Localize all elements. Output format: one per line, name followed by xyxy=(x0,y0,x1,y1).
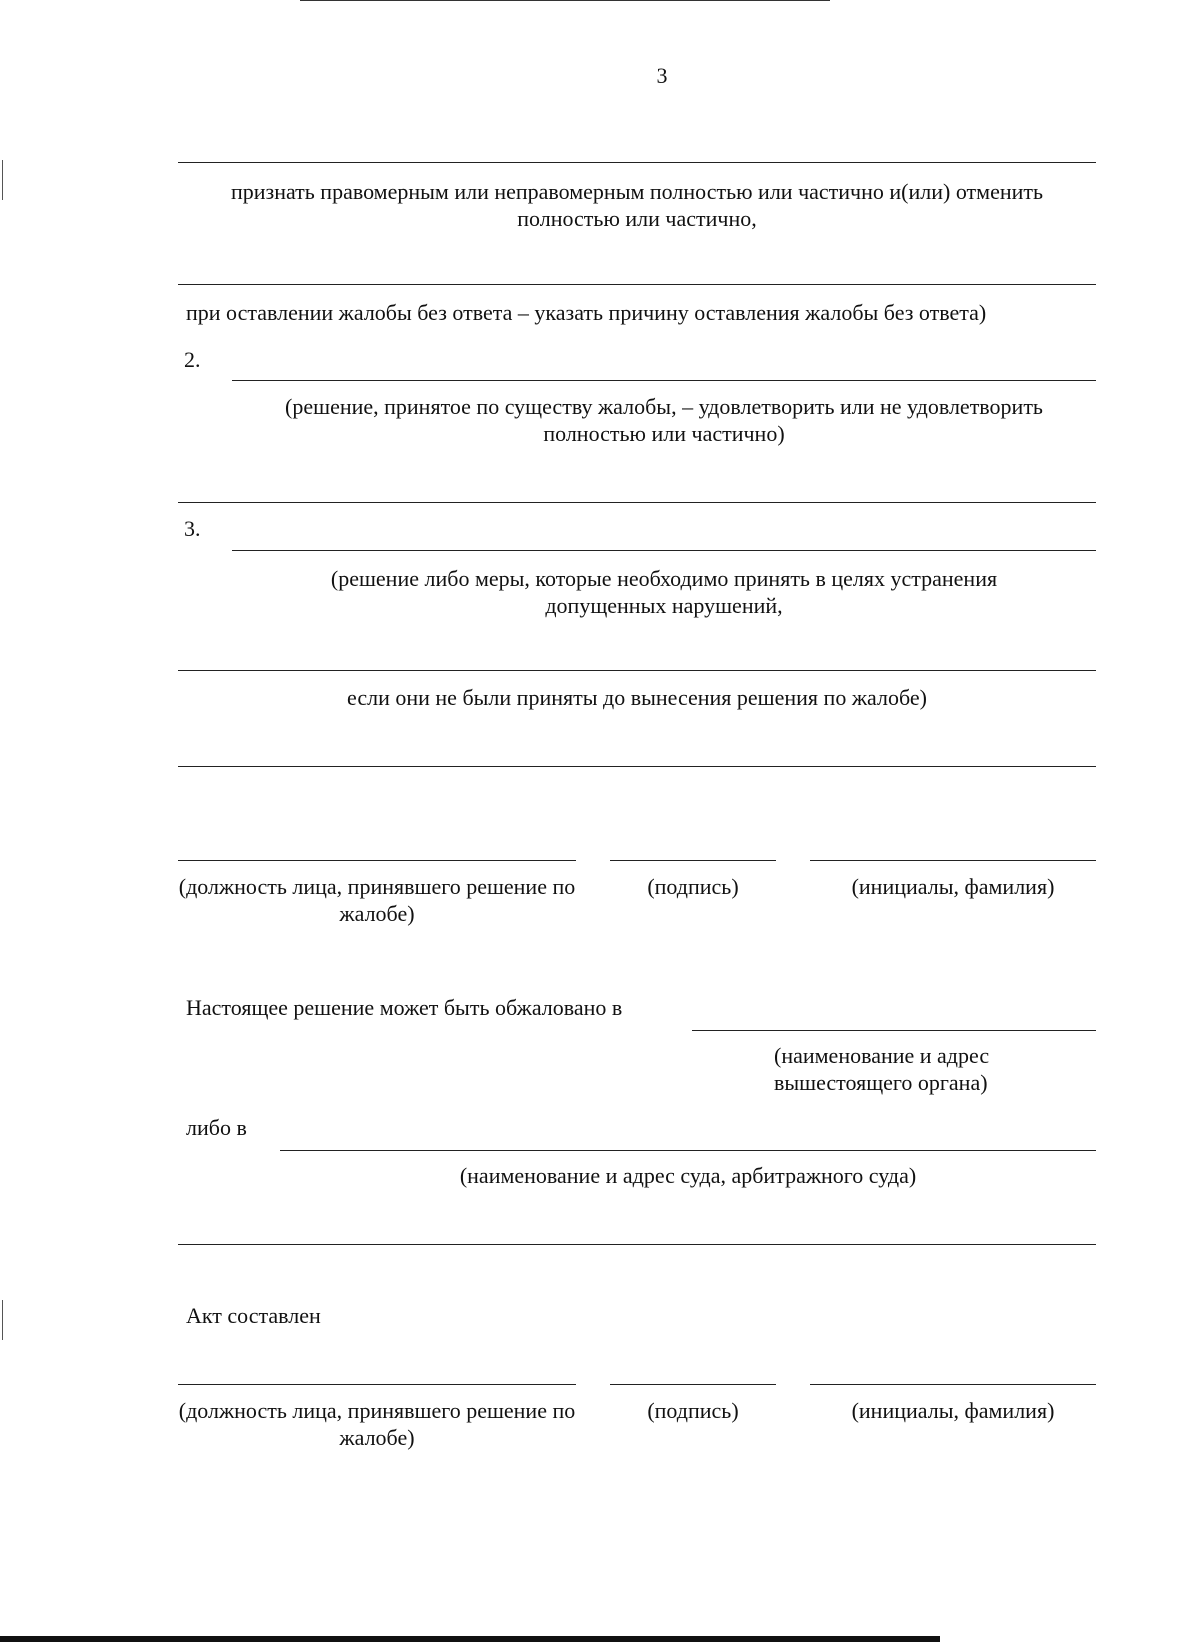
caption-no-answer-reason: при оставлении жалобы без ответа – указать причину оставления жалобы без ответа) xyxy=(186,300,987,325)
caption-higher-authority: (наименование и адрес вышестоящего органа) xyxy=(774,1043,990,1095)
caption-remedial-measures: (решение либо меры, которые необходимо принять в целях устранения допущенных нарушений, xyxy=(330,566,998,618)
appeal-or-text: либо в xyxy=(186,1115,247,1140)
fill-line xyxy=(178,670,1096,671)
act-text: Акт составлен xyxy=(186,1303,321,1328)
caption-measures-not-taken: если они не были приняты до вынесения решения по жалобе) xyxy=(347,685,927,710)
scan-edge-bottom xyxy=(0,1636,940,1642)
position-line xyxy=(178,860,576,861)
caption-official-position: (должность лица, принявшего решение по жалобе) xyxy=(178,1398,576,1450)
caption-signature: (подпись) xyxy=(647,1398,739,1423)
scan-edge-top xyxy=(300,0,830,1)
caption-initials-surname: (инициалы, фамилия) xyxy=(851,874,1055,899)
fill-line xyxy=(178,284,1096,285)
signature-line xyxy=(610,860,776,861)
name-line xyxy=(810,860,1096,861)
fill-line-item-3 xyxy=(232,550,1096,551)
appeal-text: Настоящее решение может быть обжаловано в xyxy=(186,995,623,1020)
position-line xyxy=(178,1384,576,1385)
caption-signature: (подпись) xyxy=(647,874,739,899)
fill-line-court xyxy=(280,1150,1096,1151)
fill-line-authority xyxy=(692,1030,1096,1031)
fill-line xyxy=(178,1244,1096,1245)
caption-decision-merits: (решение, принятое по существу жалобы, – удовлетворить или не удовлетворить полностью или частично) xyxy=(285,394,1043,446)
scan-edge-left xyxy=(2,1300,3,1340)
scan-edge-left xyxy=(2,160,3,200)
fill-line xyxy=(178,162,1096,163)
item-number: 3. xyxy=(184,516,201,541)
item-number: 2. xyxy=(184,347,201,372)
page-number: 3 xyxy=(656,63,668,88)
fill-line xyxy=(178,502,1096,503)
caption-decision-legality: признать правомерным или неправомерным полностью или частично и(или) отменить полностью или частично, xyxy=(230,179,1044,231)
fill-line-item-2 xyxy=(232,380,1096,381)
name-line xyxy=(810,1384,1096,1385)
caption-official-position: (должность лица, принявшего решение по жалобе) xyxy=(178,874,576,926)
caption-initials-surname: (инициалы, фамилия) xyxy=(851,1398,1055,1423)
fill-line xyxy=(178,766,1096,767)
signature-line xyxy=(610,1384,776,1385)
caption-court: (наименование и адрес суда, арбитражного суда) xyxy=(459,1163,917,1188)
